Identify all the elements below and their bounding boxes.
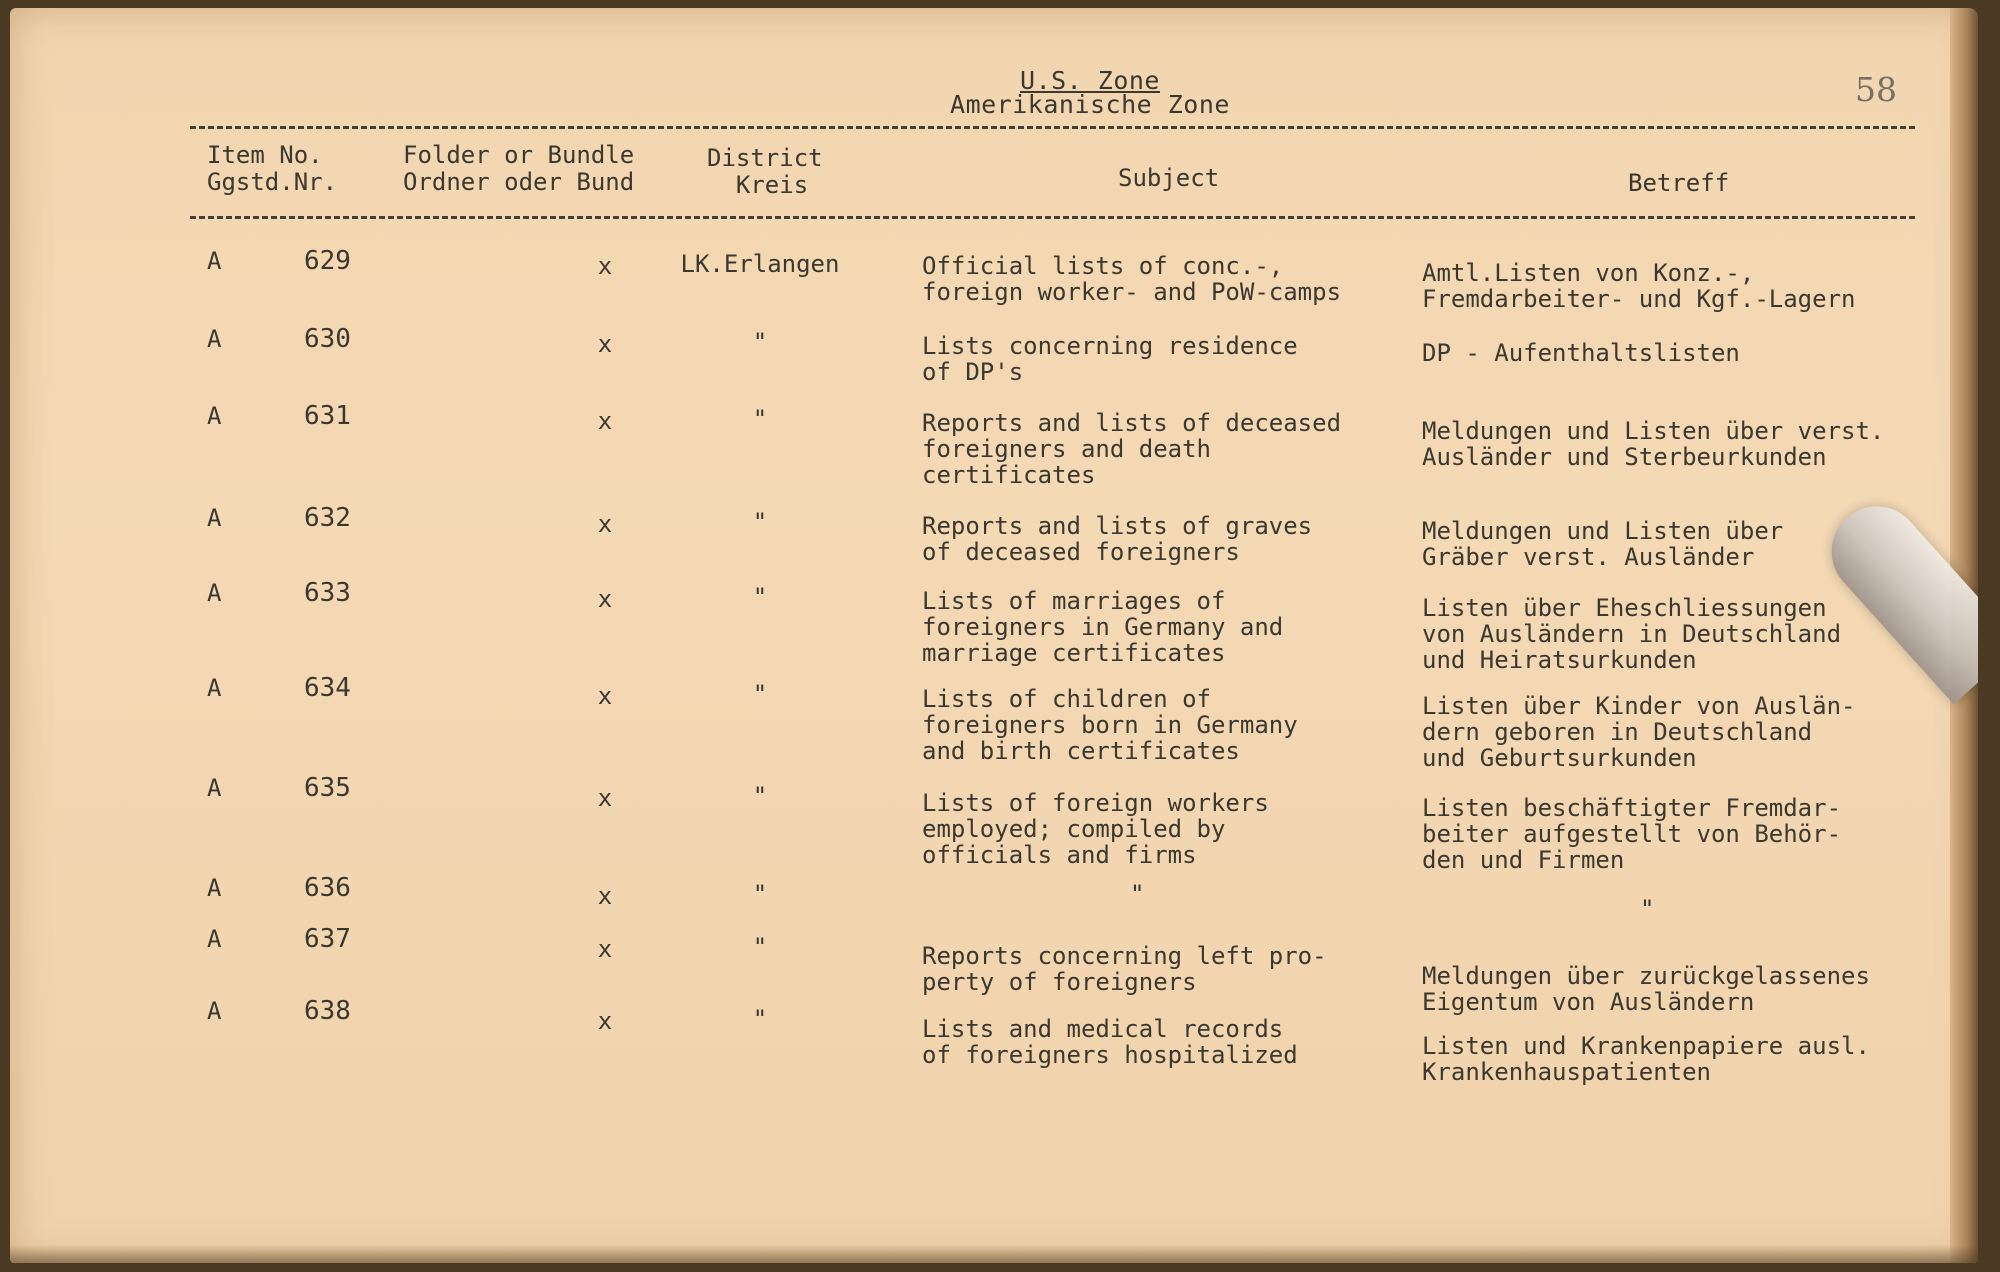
betreff-cell: Listen über Kinder von Auslän- dern geboren in Deutschland und Geburtsurkunden <box>1422 692 1856 772</box>
item-number: 638 <box>304 996 351 1026</box>
item-letter: A <box>207 402 222 430</box>
subject-cell: Official lists of conc.-, foreign worker- and PoW-camps <box>922 252 1342 306</box>
item-number: 637 <box>304 924 351 954</box>
item-letter: A <box>207 674 222 702</box>
betreff-cell: Amtl.Listen von Konz.-, Fremdarbeiter- und Kgf.-Lagern <box>1422 259 1856 313</box>
item-number: 635 <box>304 773 351 803</box>
district-cell: " <box>752 508 768 536</box>
district-cell: " <box>752 328 768 356</box>
col-header-folder: Folder or Bundle Ordner oder Bund <box>403 141 635 196</box>
bundle-mark: x <box>597 935 613 963</box>
district-cell: " <box>752 583 768 611</box>
subject-cell: Lists of marriages of foreigners in Germany and marriage certificates <box>922 587 1284 667</box>
subject-cell: " <box>1130 880 1145 908</box>
header-rule-bottom <box>190 216 1915 219</box>
subject-cell: Lists and medical records of foreigners hospitalized <box>922 1015 1298 1069</box>
item-number: 630 <box>304 324 351 354</box>
bundle-mark: x <box>597 252 613 280</box>
item-letter: A <box>207 874 222 902</box>
betreff-cell: Listen über Eheschliessungen von Ausländern in Deutschland und Heiratsurkunden <box>1422 594 1842 674</box>
bundle-mark: x <box>597 585 613 613</box>
district-cell: " <box>752 405 768 433</box>
page-bottom-edge <box>10 1245 1978 1263</box>
item-letter: A <box>207 325 222 353</box>
betreff-cell: Meldungen und Listen über Gräber verst. Ausländer <box>1422 517 1784 571</box>
item-letter: A <box>207 997 222 1025</box>
item-letter: A <box>207 925 222 953</box>
item-number: 633 <box>304 578 351 608</box>
district-cell: " <box>752 880 768 908</box>
item-letter: A <box>207 774 222 802</box>
item-number: 631 <box>304 401 351 431</box>
page-number: 58 <box>1855 70 1897 109</box>
district-cell: " <box>752 680 768 708</box>
subject-cell: Lists of children of foreigners born in Germany and birth certificates <box>922 685 1298 765</box>
col-header-district: District Kreis <box>707 144 823 199</box>
item-letter: A <box>207 579 222 607</box>
bundle-mark: x <box>597 330 613 358</box>
item-number: 636 <box>304 873 351 903</box>
col-header-item: Item No. Ggstd.Nr. <box>207 141 338 196</box>
district-cell: " <box>752 782 768 810</box>
district-cell: LK.Erlangen <box>680 250 840 278</box>
subject-cell: Lists concerning residence of DP's <box>922 332 1298 386</box>
col-header-subject: Subject <box>1118 164 1220 192</box>
district-cell: " <box>752 1005 768 1033</box>
subject-cell: Lists of foreign workers employed; compiled by officials and firms <box>922 789 1269 869</box>
betreff-cell: Meldungen und Listen über verst. Ausländer und Sterbeurkunden <box>1422 417 1885 471</box>
bundle-mark: x <box>597 882 613 910</box>
document-page <box>10 8 1978 1263</box>
item-letter: A <box>207 247 222 275</box>
col-header-betreff: Betreff <box>1628 169 1730 197</box>
bundle-mark: x <box>597 510 613 538</box>
zone-title: U.S. Zone <box>1020 66 1160 95</box>
header-rule-top <box>190 126 1915 129</box>
item-number: 632 <box>304 503 351 533</box>
betreff-cell: DP - Aufenthaltslisten <box>1422 339 1740 367</box>
subject-cell: Reports and lists of graves of deceased foreigners <box>922 512 1313 566</box>
district-cell: " <box>752 933 768 961</box>
item-number: 634 <box>304 673 351 703</box>
betreff-cell: Listen und Krankenpapiere ausl. Krankenhauspatienten <box>1422 1032 1870 1086</box>
bundle-mark: x <box>597 682 613 710</box>
item-number: 629 <box>304 246 351 276</box>
betreff-cell: " <box>1640 895 1655 923</box>
bundle-mark: x <box>597 784 613 812</box>
subject-cell: Reports concerning left pro- perty of foreigners <box>922 942 1327 996</box>
bundle-mark: x <box>597 407 613 435</box>
item-letter: A <box>207 504 222 532</box>
bundle-mark: x <box>597 1007 613 1035</box>
betreff-cell: Listen beschäftigter Fremdar- beiter aufgestellt von Behör- den und Firmen <box>1422 794 1842 874</box>
subject-cell: Reports and lists of deceased foreigners and death certificates <box>922 409 1342 489</box>
betreff-cell: Meldungen über zurückgelassenes Eigentum von Ausländern <box>1422 962 1870 1016</box>
zone-subtitle: Amerikanische Zone <box>950 90 1230 119</box>
